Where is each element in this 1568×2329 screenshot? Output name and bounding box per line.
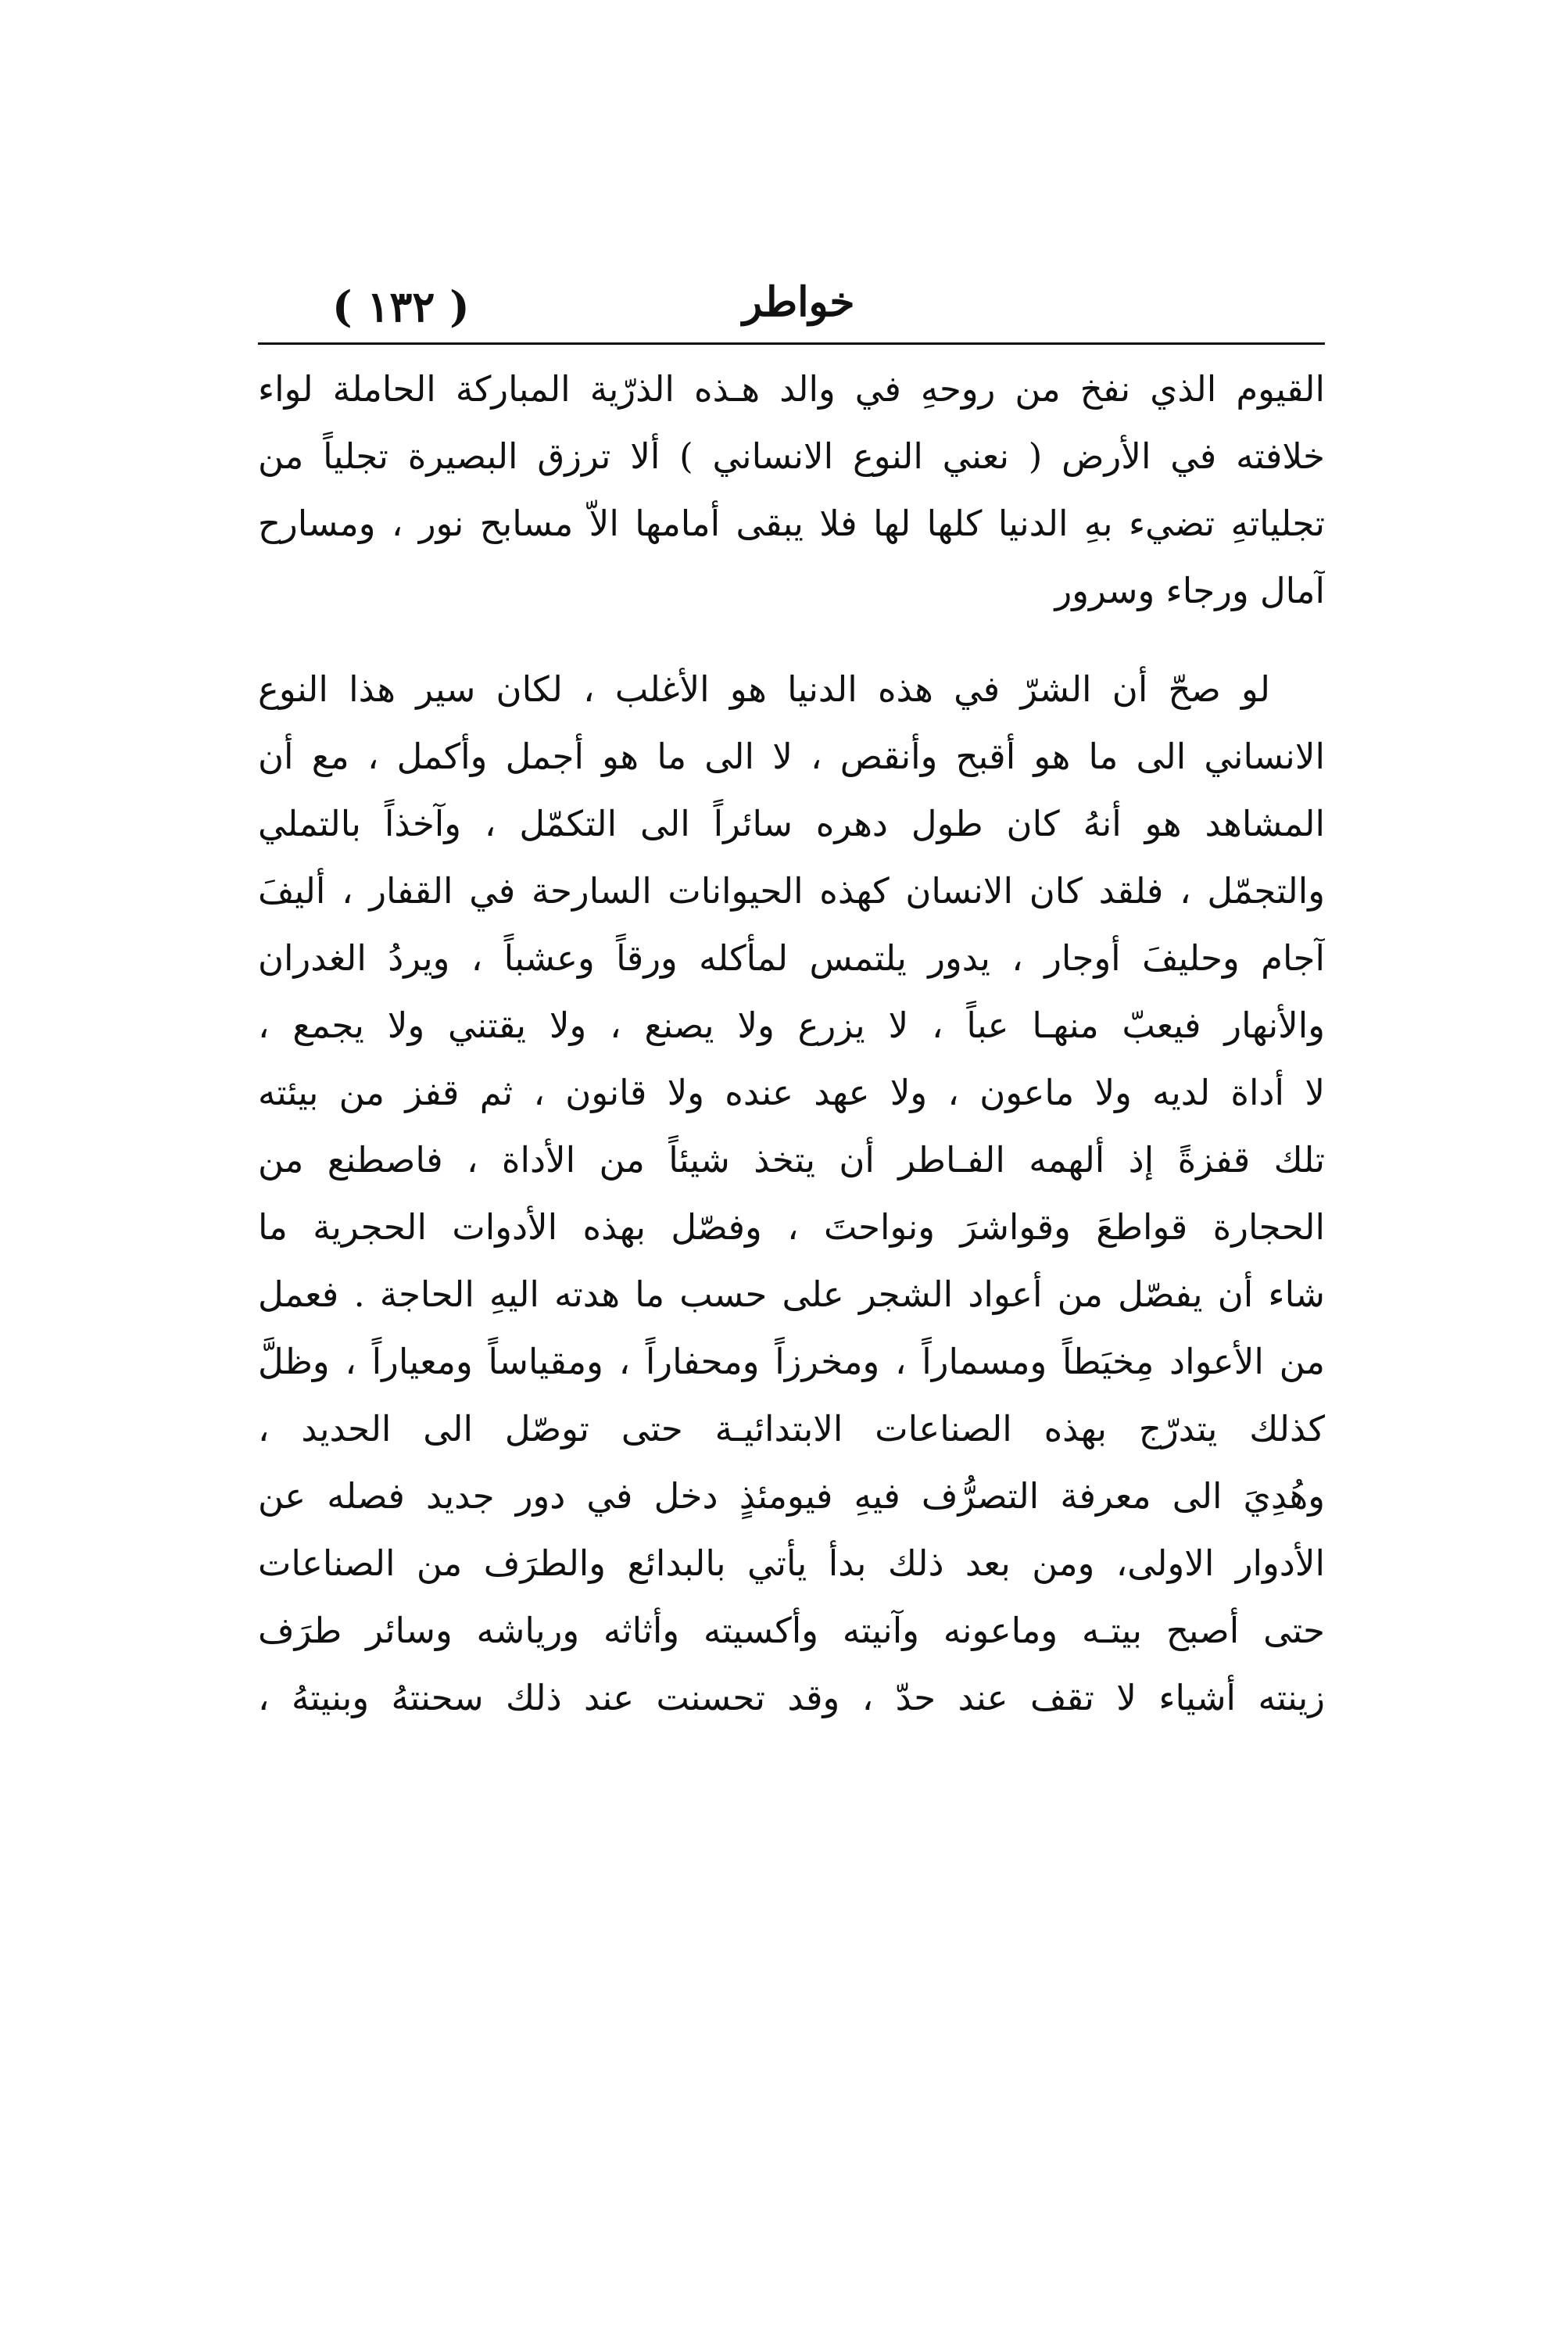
text-line: الانساني الى ما هو أقبح وأنقص ، لا الى ما هو أجمل وأكمل ، مع أن [258, 736, 1325, 777]
text-line: تجلياتهِ تضيء بهِ الدنيا كلها لها فلا يبقى أمامها الاّ مسابح نور ، ومسارح [258, 503, 1325, 544]
paragraph-2 [258, 656, 1325, 1732]
text-line: المشاهد هو أنهُ كان طول دهره سائراً الى التكمّل ، وآخذاً بالتملي [258, 803, 1325, 844]
text-line: شاء أن يفصّل من أعواد الشجر على حسب ما هدته اليهِ الحاجة . فعمل [258, 1274, 1325, 1315]
text-line: كذلك يتدرّج بهذه الصناعات الابتدائيـة حتى توصّل الى الحديد ، [258, 1408, 1325, 1449]
text-line: لا أداة لديه ولا ماعون ، ولا عهد عنده ولا قانون ، ثم قفز من بيئته [258, 1072, 1325, 1113]
text-line: والتجمّل ، فلقد كان الانسان كهذه الحيوانات السارحة في القفار ، أليفَ [258, 870, 1325, 912]
paragraph-1 [258, 356, 1325, 625]
text-line: تلك قفزةً إذ ألهمه الفـاطر أن يتخذ شيئاً من الأداة ، فاصطنع من [258, 1139, 1325, 1181]
running-title: خواطر [743, 278, 855, 326]
page-header [258, 274, 1321, 336]
text-line: من الأعواد مِخيَطاً ومسماراً ، ومخرزاً ومحفاراً ، ومقياساً ومعياراً ، وظلَّ [258, 1341, 1325, 1382]
text-line: الحجارة قواطعَ وقواشرَ ونواحتَ ، وفصّل بهذه الأدوات الحجرية ما [258, 1206, 1325, 1248]
text-line: حتى أصبح بيتـه وماعونه وآنيته وأكسيته وأثاثه ورياشه وسائر طرَف [258, 1610, 1325, 1651]
header-rule [258, 342, 1325, 345]
page-number: ( ١٣٢ ) [332, 281, 470, 331]
text-line: والأنهار فيعبّ منهـا عباً ، لا يزرع ولا يصنع ، ولا يقتني ولا يجمع ، [258, 1005, 1325, 1046]
text-line: وهُدِيَ الى معرفة التصرُّف فيهِ فيومئذٍ دخل في دور جديد فصله عن [258, 1475, 1325, 1517]
text-line: لو صحّ أن الشرّ في هذه الدنيا هو الأغلب ، لكان سير هذا النوع [258, 668, 1270, 710]
paragraph-gap [258, 625, 1325, 656]
text-line: القيوم الذي نفخ من روحهِ في والد هـذه الذرّية المباركة الحاملة لواء [258, 368, 1325, 410]
text-line: آجام وحليفَ أوجار ، يدور يلتمس لمأكله ورقاً وعشباً ، ويردُ الغدران [258, 937, 1325, 979]
body-text [258, 356, 1325, 1732]
text-line: آمال ورجاء وسرور [1054, 570, 1325, 611]
text-line: زينته أشياء لا تقف عند حدّ ، وقد تحسنت عند ذلك سحنتهُ وبنيتهُ ، [258, 1677, 1325, 1718]
text-line: الأدوار الاولى، ومن بعد ذلك بدأ يأتي بالبدائع والطرَف من الصناعات [258, 1543, 1325, 1584]
text-line: خلافته في الأرض ( نعني النوع الانساني ) ألا ترزق البصيرة تجلياً من [258, 435, 1325, 477]
